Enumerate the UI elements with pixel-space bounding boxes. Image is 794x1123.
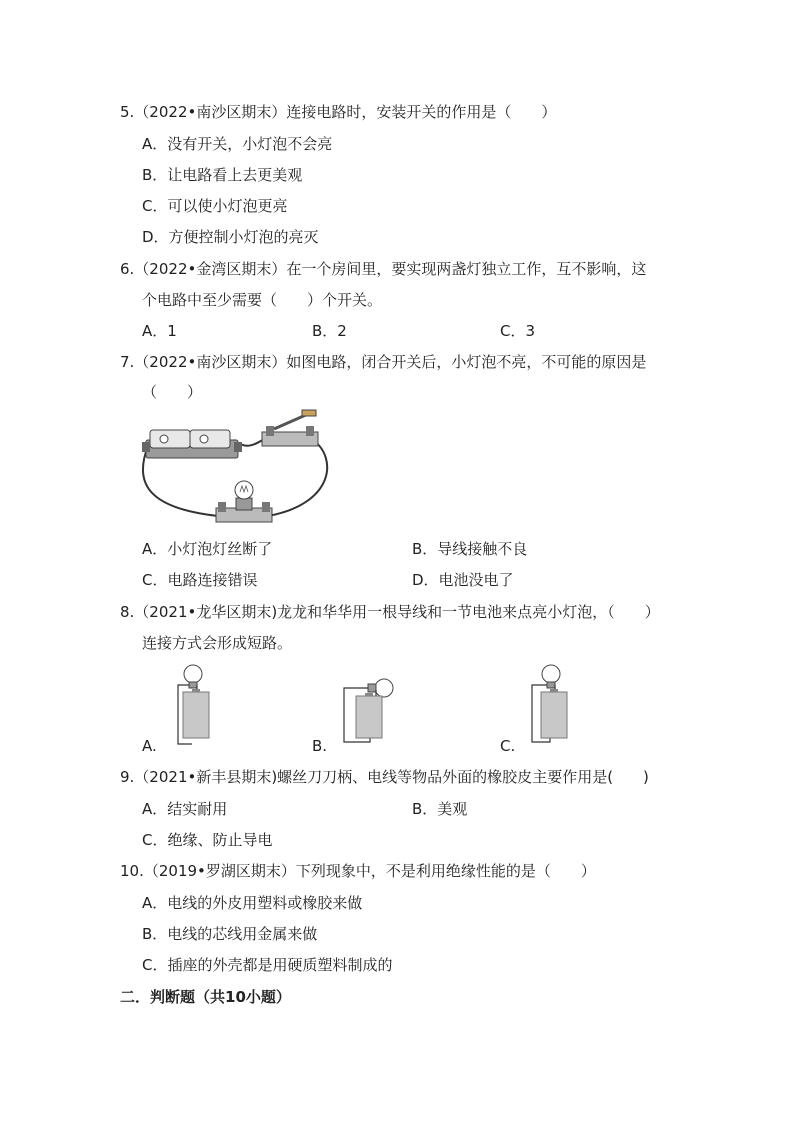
q5-stem: 5.（2022•南沙区期末）连接电路时，安装开关的作用是（ ） <box>120 103 557 121</box>
q7-circuit-figure <box>138 412 338 530</box>
q5-option-c[interactable]: C．可以使小灯泡更亮 <box>142 197 288 215</box>
q6-option-c[interactable]: C．3 <box>500 322 536 340</box>
q5-option-d[interactable]: D．方便控制小灯泡的亮灭 <box>142 228 319 246</box>
q6-option-a[interactable]: A．1 <box>142 322 177 340</box>
q9-option-c[interactable]: C．绝缘、防止导电 <box>142 831 273 849</box>
wire-right <box>268 440 327 516</box>
battery-holder <box>142 430 242 458</box>
q8-option-a[interactable]: A. <box>142 737 157 755</box>
q10-option-c[interactable]: C．插座的外壳都是用硬质塑料制成的 <box>142 956 393 974</box>
q9-option-a[interactable]: A．结实耐用 <box>142 800 228 818</box>
q6-stem-line2: 个电路中至少需要（ ）个开关。 <box>142 291 383 309</box>
q8-figure-b <box>340 676 400 746</box>
q7-option-d[interactable]: D．电池没电了 <box>412 571 514 589</box>
bulb-holder <box>216 481 272 522</box>
knife-switch <box>262 410 318 446</box>
q8-option-b[interactable]: B. <box>312 737 328 755</box>
q6-stem-line1: 6.（2022•金湾区期末）在一个房间里，要实现两盏灯独立工作，互不影响，这 <box>120 260 647 278</box>
q9-option-b[interactable]: B．美观 <box>412 800 468 818</box>
q5-option-a[interactable]: A．没有开关，小灯泡不会亮 <box>142 135 333 153</box>
q7-stem-line2: （ ） <box>142 383 203 401</box>
q8-figure-a <box>168 662 218 750</box>
q9-stem: 9.（2021•新丰县期末)螺丝刀刀柄、电线等物品外面的橡胶皮主要作用是( ) <box>120 768 649 786</box>
q10-option-b[interactable]: B．电线的芯线用金属来做 <box>142 925 318 943</box>
q10-stem: 10.（2019•罗湖区期末）下列现象中，不是利用绝缘性能的是（ ） <box>120 862 596 880</box>
q7-option-a[interactable]: A．小灯泡灯丝断了 <box>142 540 273 558</box>
q7-stem-line1: 7.（2022•南沙区期末）如图电路，闭合开关后，小灯泡不亮，不可能的原因是 <box>120 353 647 371</box>
q8-figure-c <box>526 662 576 750</box>
q7-option-c[interactable]: C．电路连接错误 <box>142 571 258 589</box>
q8-stem-line2: 连接方式会形成短路。 <box>142 634 293 652</box>
q5-option-b[interactable]: B．让电路看上去更美观 <box>142 166 303 184</box>
q6-option-b[interactable]: B．2 <box>312 322 347 340</box>
q8-option-c[interactable]: C. <box>500 737 516 755</box>
section-title-judgment: 二．判断题（共10小题） <box>120 988 291 1006</box>
q10-option-a[interactable]: A．电线的外皮用塑料或橡胶来做 <box>142 894 363 912</box>
q8-stem-line1: 8.（2021•龙华区期末)龙龙和华华用一根导线和一节电池来点亮小灯泡，（ ） <box>120 603 660 621</box>
q7-option-b[interactable]: B．导线接触不良 <box>412 540 528 558</box>
